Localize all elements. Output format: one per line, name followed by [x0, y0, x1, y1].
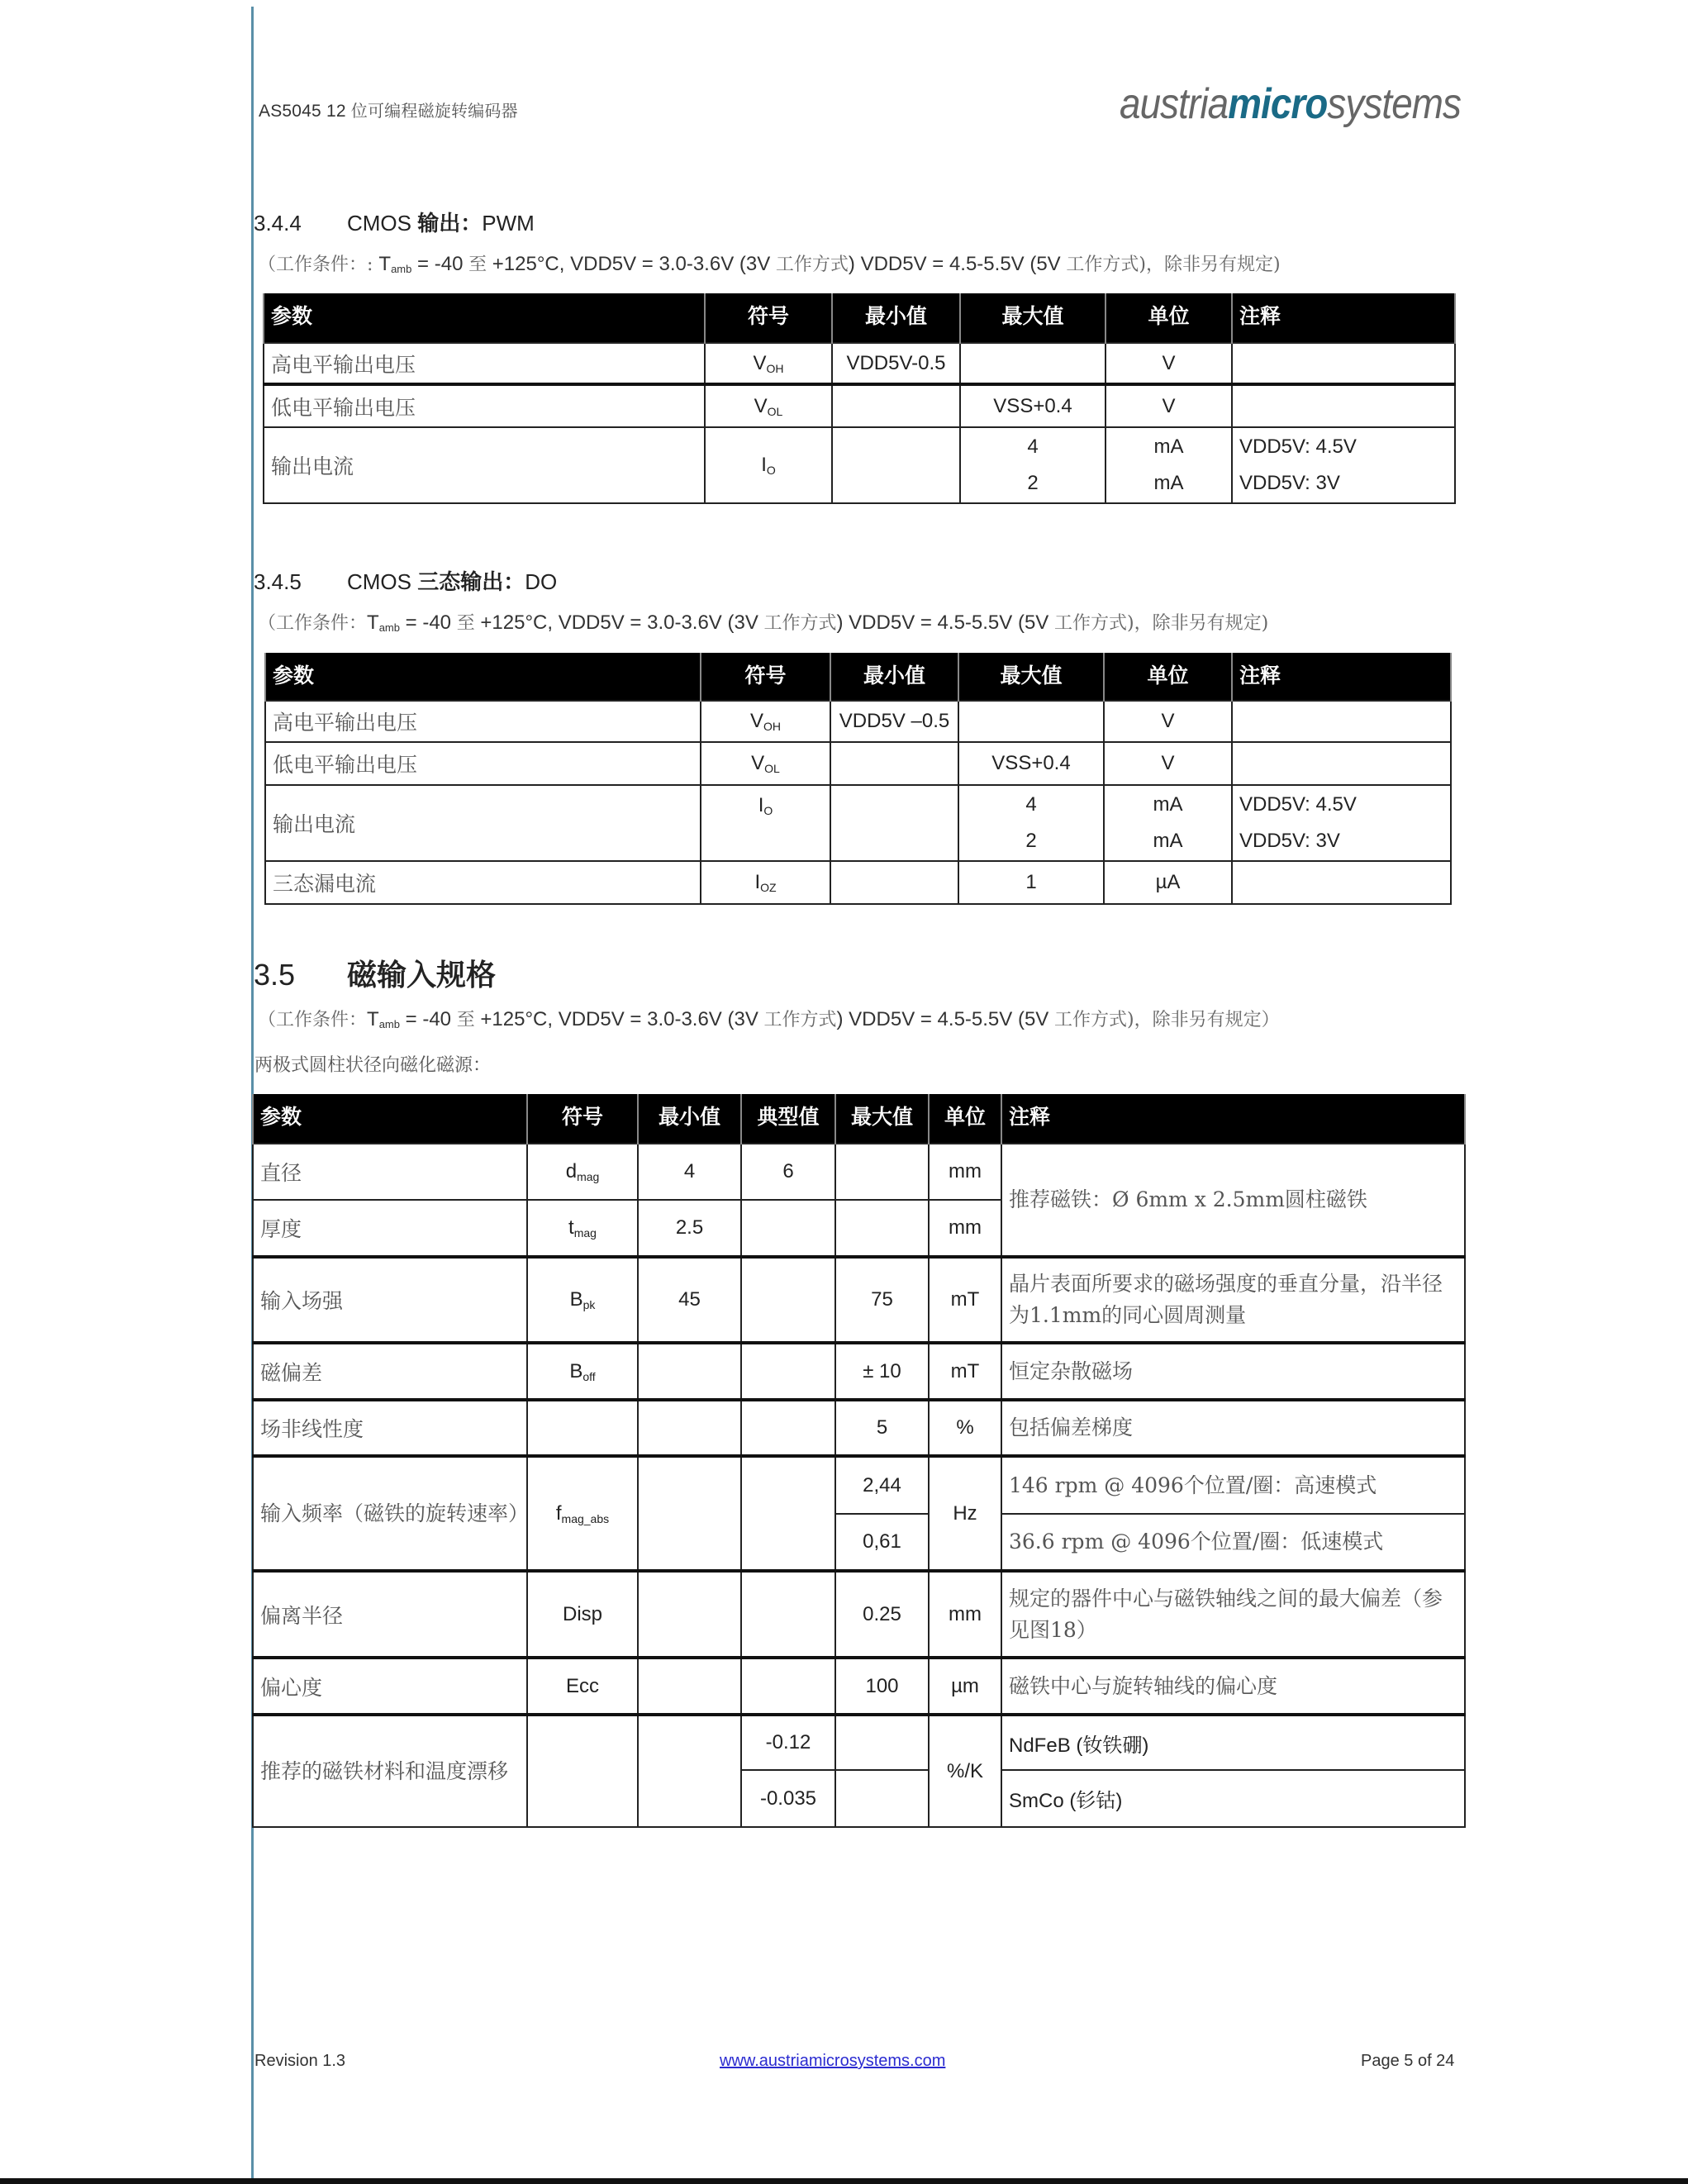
cell-min — [832, 427, 960, 503]
header-symbol: 符号 — [527, 1094, 638, 1144]
cell-unit — [1104, 785, 1232, 861]
value-line: mA — [1153, 472, 1184, 494]
cond-T-sub: amb — [391, 263, 412, 275]
cond-mid: ) VDD5V = 4.5-5.5V (5V — [836, 1008, 1054, 1030]
cell-min — [638, 1715, 741, 1827]
cell-unit: V — [1106, 343, 1232, 384]
cell-max — [835, 1144, 929, 1200]
table-row — [253, 1658, 1465, 1715]
cell-typ: 6 — [741, 1144, 835, 1200]
magnet-source-subtitle: 两极式圆柱状径向磁化磁源： — [254, 1055, 492, 1076]
header-typ: 典型值 — [741, 1094, 835, 1144]
table-row — [253, 1715, 1465, 1770]
cell-max: VSS+0.4 — [958, 742, 1104, 785]
cell-symbol — [705, 343, 832, 384]
section-heading-3-4-5 — [254, 565, 557, 596]
cell-max: 75 — [835, 1257, 929, 1343]
symbol-main: d — [565, 1160, 578, 1182]
cell-param: 磁偏差 — [253, 1343, 527, 1400]
cell-max — [835, 1200, 929, 1257]
cond-T: T — [378, 253, 392, 275]
symbol-main: V — [753, 351, 767, 374]
cell-max: 2,44 — [835, 1456, 929, 1514]
cell-typ: -0.12 — [741, 1715, 835, 1770]
cell-min: VDD5V –0.5 — [830, 701, 958, 742]
value-line: VDD5V: 4.5V — [1239, 435, 1357, 458]
symbol-main: B — [569, 1359, 583, 1382]
cond-to: 至 — [468, 255, 487, 275]
cell-param: 偏心度 — [253, 1658, 527, 1715]
value-line: 4 — [1027, 435, 1039, 458]
cell-unit: Hz — [929, 1456, 1001, 1571]
cell-min: 4 — [638, 1144, 741, 1200]
cell-note — [1232, 427, 1455, 503]
cell-typ — [741, 1456, 835, 1571]
symbol-main: t — [568, 1216, 574, 1239]
section-number: 3.4.4 — [254, 211, 302, 236]
cell-param: 高电平输出电压 — [264, 343, 705, 384]
header-max: 最大值 — [835, 1094, 929, 1144]
cell-param: 低电平输出电压 — [264, 384, 705, 427]
cell-max: 0,61 — [835, 1514, 929, 1571]
header-symbol: 符号 — [705, 293, 832, 343]
header-note: 注释 — [1232, 653, 1451, 701]
cell-symbol — [705, 427, 832, 503]
cond-mode2: 工作方式 — [1066, 255, 1139, 275]
logo-part-systems: systems — [1327, 80, 1462, 128]
cell-min — [832, 384, 960, 427]
cell-symbol — [527, 1257, 638, 1343]
table-row — [264, 343, 1455, 384]
cell-max — [835, 1770, 929, 1827]
cell-note — [1232, 861, 1451, 904]
cell-symbol — [527, 1715, 638, 1827]
cell-param: 高电平输出电压 — [265, 701, 701, 742]
symbol-sub: mag_abs — [561, 1511, 610, 1525]
cell-typ — [741, 1200, 835, 1257]
symbol-sub: O — [766, 464, 776, 477]
table-row — [265, 701, 1451, 742]
cond-mode2: 工作方式 — [1053, 1010, 1127, 1030]
table-row — [264, 384, 1455, 427]
cell-param: 输入场强 — [253, 1257, 527, 1343]
table-header-row — [253, 1094, 1465, 1144]
cell-unit: V — [1106, 384, 1232, 427]
cell-symbol — [527, 1343, 638, 1400]
header-title-latin: AS5045 12 — [259, 102, 351, 121]
cell-symbol — [527, 1144, 638, 1200]
cell-param: 输出电流 — [264, 427, 705, 503]
cell-note: NdFeB (钕铁硼) — [1001, 1715, 1465, 1770]
cell-param: 三态漏电流 — [265, 861, 701, 904]
cell-min — [638, 1571, 741, 1658]
cell-param: 输出电流 — [265, 785, 701, 861]
cell-max — [958, 785, 1104, 861]
value-line: mA — [1153, 830, 1183, 852]
header-unit: 单位 — [1104, 653, 1232, 701]
document-header-title — [259, 98, 518, 121]
symbol-main: Disp — [562, 1602, 602, 1625]
section-heading-3-4-4 — [254, 207, 535, 237]
cell-param: 直径 — [253, 1144, 527, 1200]
cond-mode1: 工作方式 — [775, 255, 849, 275]
cell-param: 输入频率（磁铁的旋转速率） — [253, 1456, 527, 1571]
cell-note: 规定的器件中心与磁铁轴线之间的最大偏差（参见图18） — [1001, 1571, 1465, 1658]
cond-temp: +125°C, VDD5V = 3.0-3.6V (3V — [474, 1008, 764, 1030]
value-line: 2 — [1025, 830, 1037, 852]
section-title: 磁输入规格 — [347, 958, 497, 992]
cell-symbol — [705, 384, 832, 427]
symbol-main: V — [749, 710, 763, 732]
cond-range: = -40 — [399, 611, 457, 634]
value-line: VDD5V: 3V — [1239, 830, 1340, 852]
cond-close: )，除非另有规定） — [1126, 1010, 1280, 1030]
cell-unit: %/K — [929, 1715, 1001, 1827]
cell-note: 推荐磁铁：Ø 6mm x 2.5mm圆柱磁铁 — [1001, 1144, 1465, 1257]
header-min: 最小值 — [832, 293, 960, 343]
cond-T: T — [367, 1008, 379, 1030]
logo-part-micro: micro — [1228, 80, 1328, 128]
title-prefix: CMOS — [347, 569, 418, 594]
cell-note — [1232, 343, 1455, 384]
cell-max: VSS+0.4 — [960, 384, 1106, 427]
header-symbol: 符号 — [701, 653, 830, 701]
cell-min: VDD5V-0.5 — [832, 343, 960, 384]
cell-symbol — [527, 1456, 638, 1571]
header-unit: 单位 — [929, 1094, 1001, 1144]
table-row — [265, 785, 1451, 861]
operating-conditions — [258, 609, 1268, 635]
cell-max — [958, 701, 1104, 742]
value-line: mA — [1153, 793, 1183, 816]
symbol-main: I — [761, 454, 767, 476]
table-row — [253, 1456, 1465, 1514]
cond-temp: +125°C, VDD5V = 3.0-3.6V (3V — [487, 253, 776, 275]
table-row — [265, 742, 1451, 785]
cell-max — [835, 1715, 929, 1770]
cell-typ — [741, 1257, 835, 1343]
symbol-main: f — [555, 1501, 562, 1525]
cond-close: )，除非另有规定) — [1126, 613, 1269, 634]
cell-note: 磁铁中心与旋转轴线的偏心度 — [1001, 1658, 1465, 1715]
table-row — [264, 427, 1455, 503]
cond-range: = -40 — [411, 253, 469, 275]
title-suffix: DO — [525, 569, 558, 594]
cell-note — [1232, 785, 1451, 861]
cell-note — [1232, 701, 1451, 742]
cell-min: 45 — [638, 1257, 741, 1343]
cond-T-sub: amb — [378, 621, 400, 634]
cond-mid: ) VDD5V = 4.5-5.5V (5V — [836, 611, 1054, 634]
cell-symbol — [701, 861, 830, 904]
cell-max — [960, 343, 1106, 384]
section-heading-3-5 — [254, 952, 496, 994]
cond-mode2: 工作方式 — [1053, 613, 1127, 634]
cell-unit: V — [1104, 701, 1232, 742]
cell-typ — [741, 1571, 835, 1658]
table-row — [253, 1343, 1465, 1400]
cell-min — [830, 742, 958, 785]
cell-note: SmCo (钐钴) — [1001, 1770, 1465, 1827]
cell-min — [638, 1343, 741, 1400]
cell-note: 包括偏差梯度 — [1001, 1400, 1465, 1456]
section-number: 3.4.5 — [254, 569, 302, 594]
cell-typ — [741, 1658, 835, 1715]
footer-website-link[interactable]: www.austriamicrosystems.com — [720, 2052, 946, 2070]
cond-close: )，除非另有规定) — [1139, 255, 1281, 275]
logo-part-austria: austria — [1120, 80, 1229, 128]
cell-max: ± 10 — [835, 1343, 929, 1400]
magnetic-input-spec-table — [252, 1094, 1466, 1828]
symbol-sub: OH — [763, 720, 781, 733]
operating-conditions — [258, 250, 1281, 276]
table-row — [253, 1144, 1465, 1200]
value-line: VDD5V: 4.5V — [1239, 793, 1357, 816]
cell-max: 100 — [835, 1658, 929, 1715]
operating-conditions — [258, 1006, 1280, 1031]
table-row — [253, 1571, 1465, 1658]
cond-temp: +125°C, VDD5V = 3.0-3.6V (3V — [474, 611, 764, 634]
cell-max: 1 — [958, 861, 1104, 904]
title-prefix: CMOS — [347, 211, 418, 236]
header-note: 注释 — [1001, 1094, 1465, 1144]
symbol-sub: pk — [582, 1298, 596, 1311]
cell-max: 5 — [835, 1400, 929, 1456]
symbol-sub: mag — [577, 1170, 600, 1183]
cell-min — [638, 1658, 741, 1715]
cond-to: 至 — [456, 1010, 475, 1030]
cell-unit — [1106, 427, 1232, 503]
table-row — [253, 1400, 1465, 1456]
symbol-sub: OZ — [760, 881, 777, 894]
cell-note: 146 rpm @ 4096个位置/圈：高速模式 — [1001, 1456, 1465, 1514]
symbol-main: V — [751, 752, 765, 774]
cell-unit: µA — [1104, 861, 1232, 904]
cell-unit: mT — [929, 1343, 1001, 1400]
symbol-sub: O — [763, 804, 773, 817]
footer-page-number: Page 5 of 24 — [1361, 2052, 1455, 2070]
value-line: VDD5V: 3V — [1239, 472, 1340, 494]
header-min: 最小值 — [638, 1094, 741, 1144]
cell-note — [1232, 742, 1451, 785]
cell-note: 36.6 rpm @ 4096个位置/圈：低速模式 — [1001, 1514, 1465, 1571]
symbol-main: I — [758, 794, 764, 816]
table-header-row — [264, 293, 1455, 343]
title-suffix: PWM — [482, 211, 535, 236]
header-max: 最大值 — [960, 293, 1106, 343]
cond-open: （工作条件：: — [258, 255, 379, 275]
header-title-cn: 位可编程磁旋转编码器 — [350, 101, 518, 121]
symbol-main: V — [754, 394, 768, 417]
cell-note — [1232, 384, 1455, 427]
cond-T-sub: amb — [378, 1018, 400, 1030]
cond-T: T — [367, 611, 379, 634]
symbol-sub: OH — [766, 361, 784, 375]
cell-note: 恒定杂散磁场 — [1001, 1343, 1465, 1400]
cell-unit: V — [1104, 742, 1232, 785]
cell-min — [830, 861, 958, 904]
symbol-main: Ecc — [565, 1674, 599, 1697]
header-unit: 单位 — [1106, 293, 1232, 343]
cell-symbol — [701, 742, 830, 785]
header-param: 参数 — [253, 1094, 527, 1144]
cell-param: 低电平输出电压 — [265, 742, 701, 785]
cell-min — [638, 1400, 741, 1456]
symbol-sub: OL — [764, 762, 780, 775]
cell-unit: mm — [929, 1144, 1001, 1200]
cell-unit: % — [929, 1400, 1001, 1456]
cell-min — [830, 785, 958, 861]
footer-revision: Revision 1.3 — [254, 2052, 346, 2070]
cell-symbol — [527, 1658, 638, 1715]
company-logo — [1120, 79, 1461, 129]
cell-unit: mT — [929, 1257, 1001, 1343]
symbol-main: I — [754, 871, 761, 893]
cell-symbol — [701, 701, 830, 742]
cell-typ — [741, 1343, 835, 1400]
symbol-sub: off — [582, 1369, 596, 1383]
value-line: 2 — [1027, 472, 1039, 494]
symbol-sub: mag — [573, 1226, 597, 1240]
cell-param: 厚度 — [253, 1200, 527, 1257]
cell-max — [960, 427, 1106, 503]
tristate-output-spec-table — [264, 653, 1452, 905]
cell-symbol — [527, 1571, 638, 1658]
cell-param: 场非线性度 — [253, 1400, 527, 1456]
header-min: 最小值 — [830, 653, 958, 701]
cond-to: 至 — [456, 613, 475, 634]
title-bold: 输出： — [417, 211, 483, 236]
cell-typ: -0.035 — [741, 1770, 835, 1827]
page-margin-line — [251, 7, 254, 2180]
table-row — [253, 1257, 1465, 1343]
cell-min — [638, 1456, 741, 1571]
cell-symbol — [527, 1200, 638, 1257]
cond-mode1: 工作方式 — [763, 613, 837, 634]
header-param: 参数 — [265, 653, 701, 701]
cond-mid: ) VDD5V = 4.5-5.5V (5V — [848, 253, 1067, 275]
symbol-sub: OL — [767, 404, 783, 418]
pwm-output-spec-table — [263, 293, 1456, 504]
cell-param: 偏离半径 — [253, 1571, 527, 1658]
cond-open: （工作条件： — [258, 1010, 368, 1030]
cond-open: （工作条件： — [258, 613, 368, 634]
cell-max: 0.25 — [835, 1571, 929, 1658]
header-max: 最大值 — [958, 653, 1104, 701]
cell-unit: mm — [929, 1200, 1001, 1257]
cell-note: 晶片表面所要求的磁场强度的垂直分量，沿半径为1.1mm的同心圆周测量 — [1001, 1257, 1465, 1343]
cond-range: = -40 — [399, 1008, 457, 1030]
section-number: 3.5 — [254, 958, 296, 992]
cell-typ — [741, 1400, 835, 1456]
cell-symbol — [701, 785, 830, 861]
cell-unit: µm — [929, 1658, 1001, 1715]
cond-mode1: 工作方式 — [763, 1010, 837, 1030]
cell-param: 推荐的磁铁材料和温度漂移 — [253, 1715, 527, 1827]
page-bottom-edge — [0, 2178, 1688, 2184]
symbol-main: B — [569, 1288, 583, 1311]
table-header-row — [265, 653, 1451, 701]
value-line: mA — [1153, 435, 1184, 458]
cell-min: 2.5 — [638, 1200, 741, 1257]
header-param: 参数 — [264, 293, 705, 343]
cell-symbol — [527, 1400, 638, 1456]
title-bold: 三态输出： — [417, 569, 525, 594]
table-row — [265, 861, 1451, 904]
header-note: 注释 — [1232, 293, 1455, 343]
cell-unit: mm — [929, 1571, 1001, 1658]
value-line: 4 — [1025, 793, 1037, 816]
